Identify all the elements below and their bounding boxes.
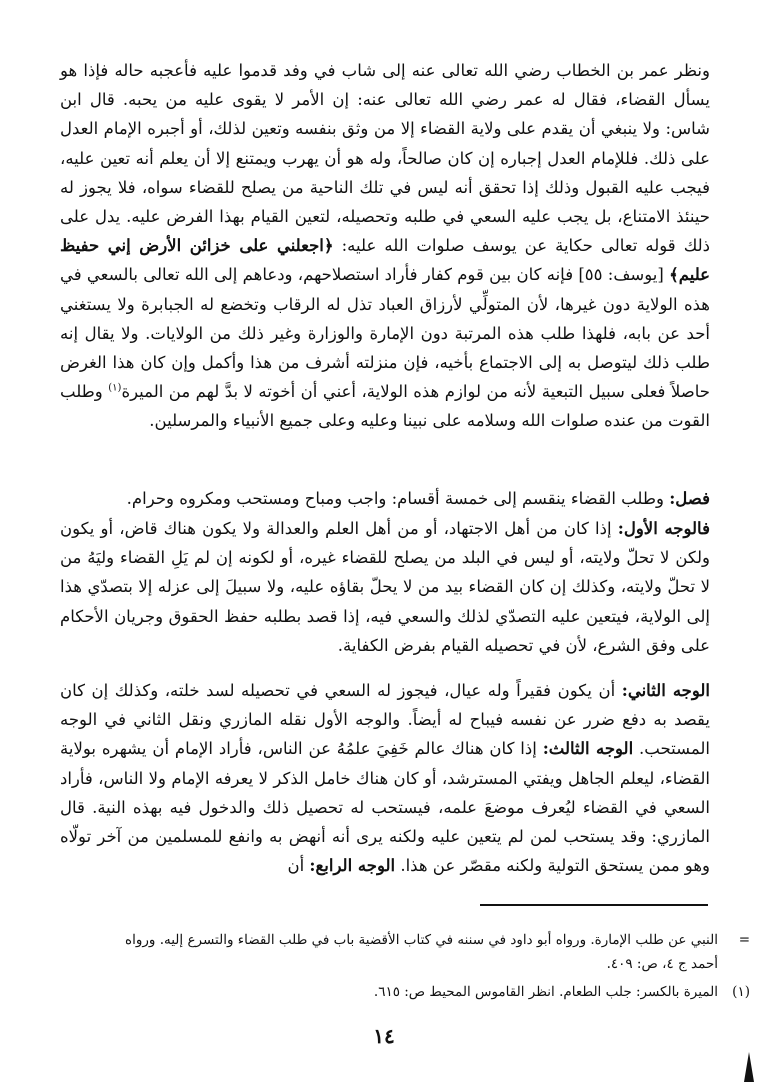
text-run: إذا كان هناك عالم خَفِيَ علمُهُ عن الناس، فأراد الإمام أن يشهره بولاية القضاء، ليعلم الجاهل ويفتي المسترشد، أو كان هناك خامل الذكر لا يعرفه الإمام ولا الناس، فأراد السعي في القضاء ليُعرف موضعَ علمه، فيستحب له تحصيل ذلك والدخول فيه بهذه النية. قال المازري: وقد يستحب لمن لم يتعين عليه ولكنه يرى أنه أنهض به وانفع للمسلمين من آخر تولّاه وهو ممن يستحق التولية ولكنه مقصّر عن هذا. (60, 739, 710, 876)
bold-text-run: فالوجه الأول: (617, 519, 710, 538)
bold-text-run: ﴿اجعلني على خزائن الأرض إني حفيظ عليم﴾ (60, 236, 710, 285)
footnote-divider (480, 904, 708, 906)
paragraph-1 (60, 56, 710, 436)
text-run: أن (287, 856, 310, 876)
bold-text-run: الوجه الرابع: (309, 856, 396, 876)
text-run: أن يكون فقيراً وله عيال، فيجوز له السعي في تحصيله لسد خلته، وكذلك إن كان يقصد به دفع ضرر عن نفسه فيباح له أيضاً. والوجه الأول نقله المازري ونقل الثاني في الوجه المستحب. (60, 681, 711, 759)
footnote-continuation-text: النبي عن طلب الإمارة. ورواه أبو داود في سننه في كتاب الأقضية باب في طلب القضاء والتسرع إليه. ورواه أحمد ج ٤، ص: ٤٠٩. (125, 932, 718, 972)
footnote-continuation-marker: = (738, 932, 750, 948)
bold-text-run: فصل: (669, 489, 710, 508)
bold-text-run: الوجه الثالث: (542, 739, 634, 759)
footnote-1-marker: (١) (732, 984, 750, 1000)
footnote-1-text: الميرة بالكسر: جلب الطعام. انظر القاموس المحيط ص: ٦١٥. (373, 984, 718, 1000)
bold-text-run: الوجه الثاني: (621, 681, 711, 700)
text-run: [يوسف: ٥٥] فإنه كان بين قوم كفار فأراد استصلاحهم، ودعاهم إلى الله تعالى بالسعي في هذه الولاية دون غيرها، لأن المتولِّي لأرزاق العباد تذل له الرقاب وتخضع له الجبابرة ولا يستغني أحد عن بابه، فلهذا طلب هذه المرتبة دون الإمارة والوزارة وغير ذلك من الولايات. ولا يقال إنه طلب ذلك ليتوصل به إلى الاجتماع بأخيه، فإن منزلته أشرف من هذا وأكمل وإن كان هذا الغرض حاصلاً فعلى سبيل التبعية لأنه من لوازم هذه الولاية، أعني أن أخوته لا بدَّ لهم من الميرة (60, 265, 710, 402)
text-run: وطلب القوت من عنده صلوات الله وسلامه على نبينا وعليه وعلى جميع الأنبياء والمرسلين. (60, 382, 710, 431)
footnote-reference: (١) (108, 382, 122, 394)
paragraph-2-section-heading (60, 484, 710, 513)
scan-edge-mark (744, 1052, 754, 1082)
page-number: ١٤ (373, 1024, 395, 1048)
paragraph-3-first-case (60, 514, 710, 660)
text-run: ونظر عمر بن الخطاب رضي الله تعالى عنه إلى شاب في وفد قدموا عليه فأعجبه حاله فإذا هو يسأل القضاء، فقال له عمر رضي الله تعالى عنه: إن الأمر لا يقوى عليه من يحبه. قال ابن شاس: ولا ينبغي أن يقدم على ولاية القضاء إلا من وثق بنفسه وتعين لذلك، أو أجبره الإمام العدل على ذلك. فللإمام العدل إجباره إن كان صالحاً، وله هو أن يهرب ويمتنع إلا أن يعلم أنه تعين عليه، فيجب عليه القبول وذلك إذا تحقق أنه ليس في تلك الناحية من يصلح للقضاء سواه، فلا يجوز له حينئذ الامتناع، بل يجب عليه السعي في طلبه وتحصيله، لتعين القيام بهذا الفرض عليه. يدل على ذلك قوله تعالى حكاية عن يوسف صلوات الله عليه: (60, 61, 710, 256)
paragraph-4-second-case (60, 676, 710, 880)
text-run: إذا كان من أهل الاجتهاد، أو من أهل العلم والعدالة ولا يكون هناك قاض، أو يكون ولكن لا تحلّ ولايته، أو ليس في البلد من يصلح للقضاء غيره، أو لكونه إن لم يَلِ القضاء وليَهُ من لا تحلّ ولايته، وكذلك إن كان القضاء بيد من لا يحلّ بقاؤه عليه، ولا سبيلَ إلى عزله إلا بتصدّي هذا إلى الولاية، فيتعين عليه التصدّي لذلك والسعي فيه، إذا قصد بطلبه حفظ الحقوق وجريان الأحكام على وفق الشرع، لأن في تحصيله القيام بفرض الكفاية. (60, 519, 710, 655)
text-run: وطلب القضاء ينقسم إلى خمسة أقسام: واجب ومباح ومستحب ومكروه وحرام. (126, 489, 670, 508)
